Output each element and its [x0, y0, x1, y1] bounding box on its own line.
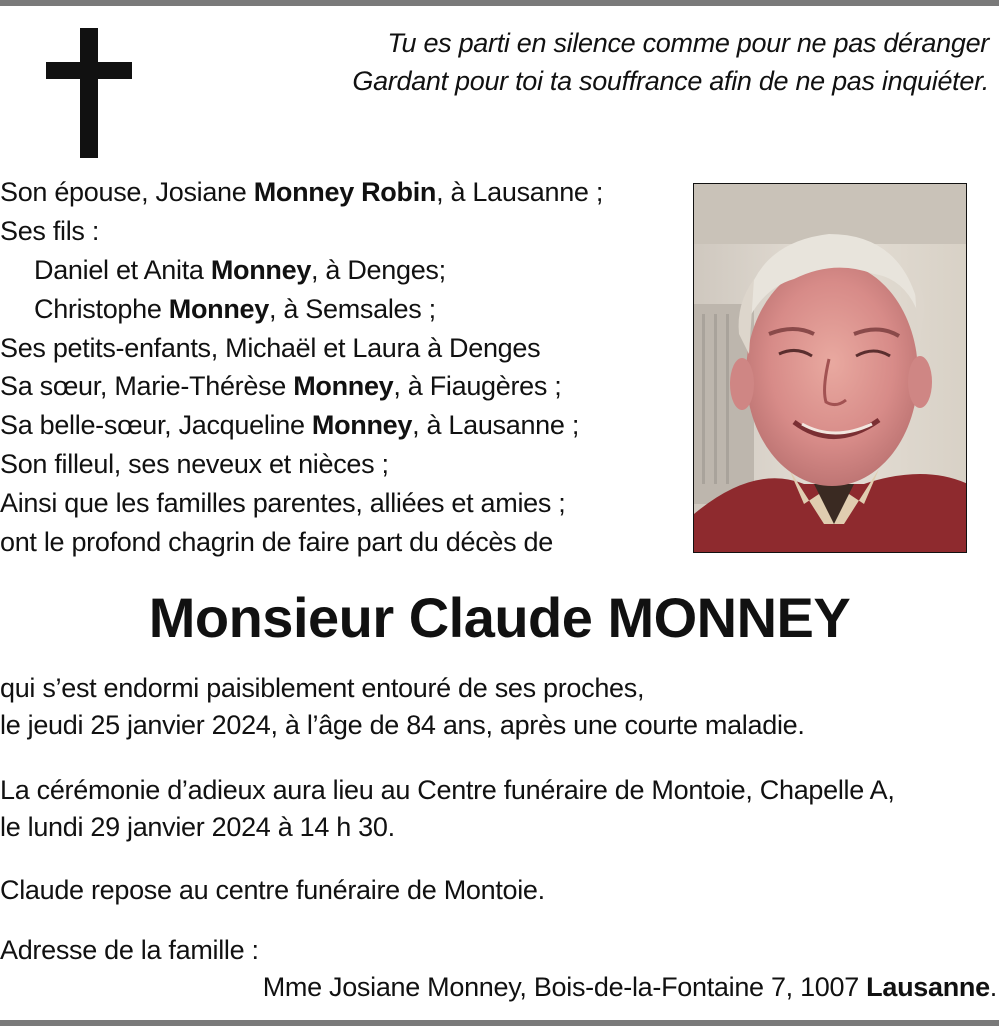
poem — [269, 24, 989, 100]
family-line: Son filleul, ses neveux et nièces ; — [0, 449, 389, 480]
death-line-1: qui s’est endormi paisiblement entouré de ses proches, — [0, 673, 645, 703]
rest-paragraph — [0, 872, 545, 909]
top-rule — [0, 0, 999, 6]
death-line-2: le jeudi 25 janvier 2024, à l’âge de 84 ans, après une courte maladie. — [0, 710, 805, 740]
ceremony-line-2: le lundi 29 janvier 2024 à 14 h 30. — [0, 812, 395, 842]
ceremony-line-1: La cérémonie d’adieux aura lieu au Centre funéraire de Montoie, Chapelle A, — [0, 775, 895, 805]
poem-line-2: Gardant pour toi ta souffrance afin de ne pas inquiéter. — [352, 66, 989, 96]
family-line: Ses petits-enfants, Michaël et Laura à Denges — [0, 332, 541, 363]
ceremony-paragraph — [0, 772, 895, 846]
family-line: Sa sœur, Marie-Thérèse Monney, à Fiaugères ; — [0, 371, 562, 402]
family-line: Christophe Monney, à Semsales ; — [34, 293, 436, 324]
death-paragraph — [0, 670, 805, 744]
family-line: Ainsi que les familles parentes, alliées et amies ; — [0, 488, 566, 519]
bottom-rule — [0, 1020, 999, 1026]
family-line: Daniel et Anita Monney, à Denges; — [34, 254, 446, 285]
poem-line-1: Tu es parti en silence comme pour ne pas déranger — [387, 28, 989, 58]
portrait-photo — [693, 183, 967, 553]
rest-line: Claude repose au centre funéraire de Montoie. — [0, 875, 545, 905]
family-line: ont le profond chagrin de faire part du décès de — [0, 527, 553, 558]
address-line: Mme Josiane Monney, Bois-de-la-Fontaine 7, 1007 Lausanne. — [262, 972, 997, 1002]
address-city: Lausanne — [866, 972, 990, 1002]
family-list — [0, 173, 603, 562]
address-paragraph — [0, 932, 999, 1006]
family-line: Sa belle-sœur, Jacqueline Monney, à Lausanne ; — [0, 410, 580, 441]
address-label: Adresse de la famille : — [0, 935, 259, 965]
family-line: Son épouse, Josiane Monney Robin, à Lausanne ; — [0, 177, 604, 207]
deceased-name: Monsieur Claude MONNEY — [148, 586, 851, 649]
family-line: Ses fils : — [0, 215, 100, 246]
